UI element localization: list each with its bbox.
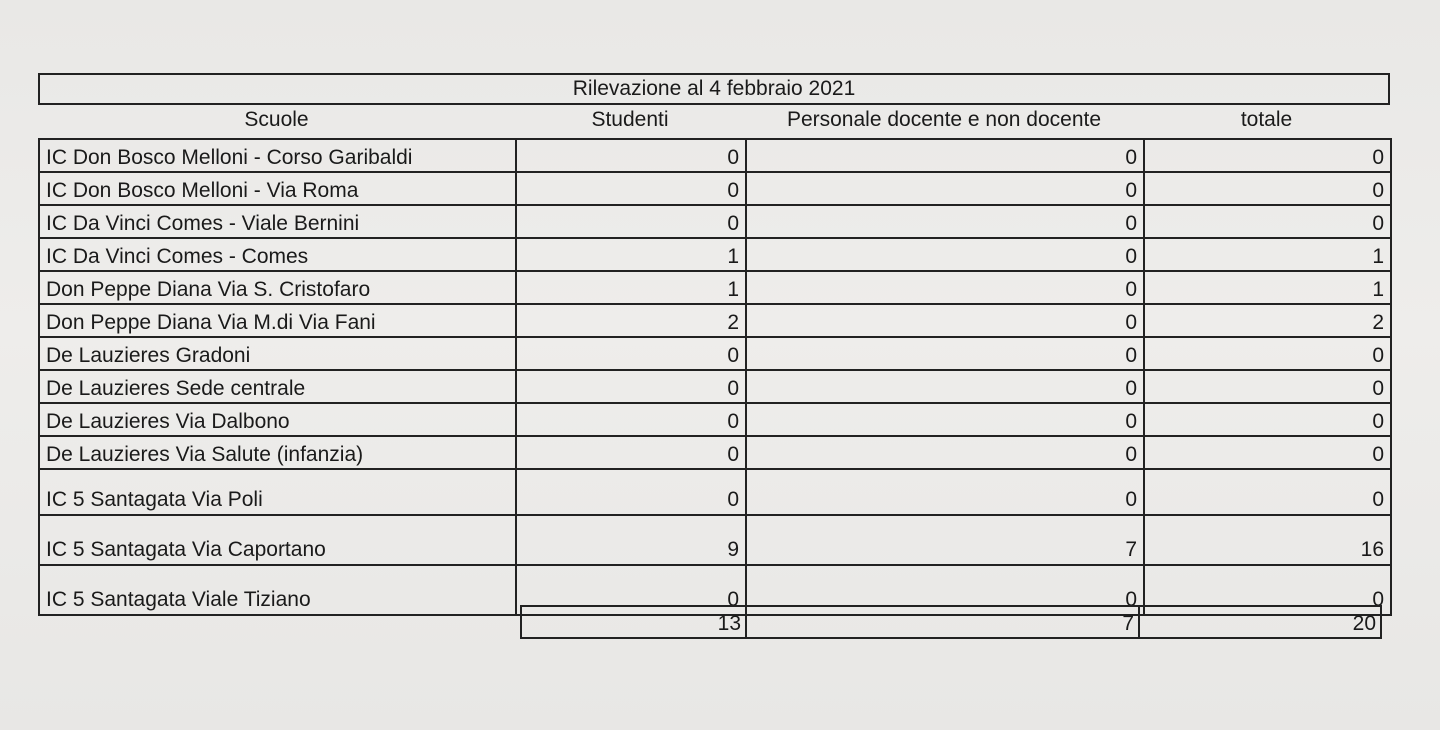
total-cell: 0 [1144, 469, 1391, 515]
students-cell: 9 [516, 515, 746, 565]
total-students-cell: 13 [521, 606, 746, 638]
staff-cell: 0 [746, 403, 1144, 436]
staff-cell: 0 [746, 238, 1144, 271]
students-cell: 2 [516, 304, 746, 337]
table-row [39, 139, 1391, 172]
school-cell: De Lauzieres Gradoni [39, 337, 516, 370]
staff-cell: 0 [746, 370, 1144, 403]
schools-table [38, 138, 1392, 616]
header-total: totale [1240, 108, 1293, 131]
total-staff-cell: 7 [746, 606, 1139, 638]
students-cell: 1 [516, 271, 746, 304]
total-cell: 16 [1144, 515, 1391, 565]
table-row [39, 238, 1391, 271]
table-row [39, 469, 1391, 515]
school-cell: IC Da Vinci Comes - Comes [39, 238, 516, 271]
total-cell: 1 [1144, 238, 1391, 271]
total-cell: 0 [1144, 205, 1391, 238]
staff-cell: 0 [746, 139, 1144, 172]
table-row [39, 403, 1391, 436]
school-cell: Don Peppe Diana Via S. Cristofaro [39, 271, 516, 304]
header-schools: Scuole [244, 108, 309, 131]
school-cell: Don Peppe Diana Via M.di Via Fani [39, 304, 516, 337]
students-cell: 0 [516, 469, 746, 515]
table-row [39, 172, 1391, 205]
staff-cell: 0 [746, 304, 1144, 337]
school-cell: IC 5 Santagata Via Caportano [39, 515, 516, 565]
table-row [39, 515, 1391, 565]
grand-total-cell: 20 [1139, 606, 1381, 638]
students-cell: 0 [516, 139, 746, 172]
staff-cell: 0 [746, 436, 1144, 469]
table-row [39, 436, 1391, 469]
staff-cell: 7 [746, 515, 1144, 565]
totals-row [520, 605, 1382, 639]
school-cell: IC Don Bosco Melloni - Corso Garibaldi [39, 139, 516, 172]
students-cell: 0 [516, 172, 746, 205]
students-cell: 0 [516, 436, 746, 469]
students-cell: 0 [516, 565, 746, 615]
total-cell: 0 [1144, 403, 1391, 436]
school-cell: De Lauzieres Via Dalbono [39, 403, 516, 436]
staff-cell: 0 [746, 172, 1144, 205]
school-cell: IC Da Vinci Comes - Viale Bernini [39, 205, 516, 238]
school-cell: IC 5 Santagata Viale Tiziano [39, 565, 516, 615]
total-cell: 0 [1144, 565, 1391, 615]
header-students: Studenti [591, 108, 669, 131]
table-row [39, 304, 1391, 337]
table-row [39, 205, 1391, 238]
school-cell: IC 5 Santagata Via Poli [39, 469, 516, 515]
table-row [39, 370, 1391, 403]
total-cell: 0 [1144, 436, 1391, 469]
title-text: Rilevazione al 4 febbraio 2021 [572, 77, 856, 100]
total-cell: 0 [1144, 370, 1391, 403]
table-row [39, 271, 1391, 304]
school-cell: De Lauzieres Via Salute (infanzia) [39, 436, 516, 469]
header-staff: Personale docente e non docente [786, 108, 1102, 131]
total-cell: 0 [1144, 139, 1391, 172]
table-title [38, 73, 1390, 105]
staff-cell: 0 [746, 565, 1144, 615]
table-row [39, 337, 1391, 370]
staff-cell: 0 [746, 271, 1144, 304]
total-cell: 2 [1144, 304, 1391, 337]
total-cell: 0 [1144, 337, 1391, 370]
total-cell: 0 [1144, 172, 1391, 205]
total-cell: 1 [1144, 271, 1391, 304]
students-cell: 0 [516, 370, 746, 403]
students-cell: 0 [516, 337, 746, 370]
staff-cell: 0 [746, 205, 1144, 238]
students-cell: 0 [516, 205, 746, 238]
students-cell: 0 [516, 403, 746, 436]
staff-cell: 0 [746, 337, 1144, 370]
staff-cell: 0 [746, 469, 1144, 515]
school-cell: IC Don Bosco Melloni - Via Roma [39, 172, 516, 205]
students-cell: 1 [516, 238, 746, 271]
school-cell: De Lauzieres Sede centrale [39, 370, 516, 403]
